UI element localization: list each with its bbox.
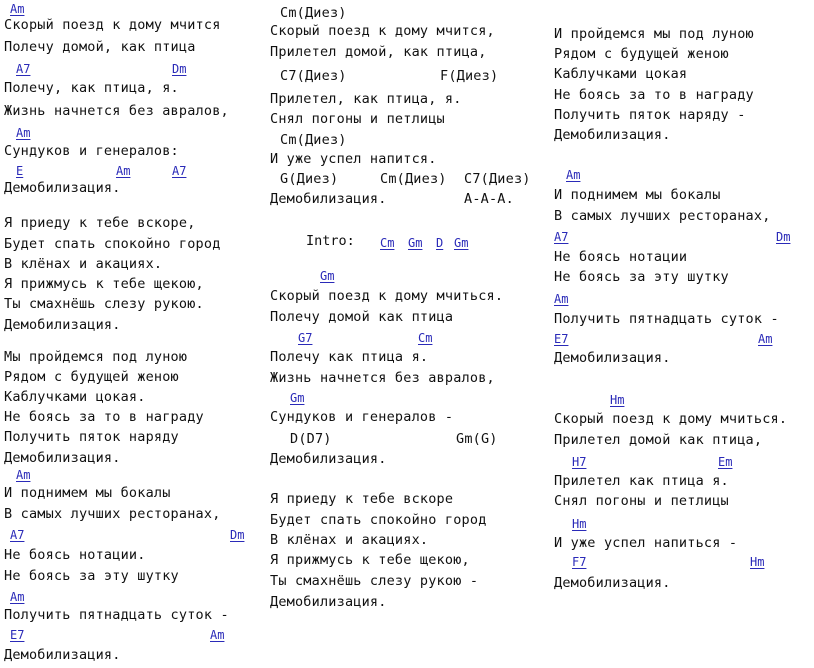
lyric-line: Не боясь за эту шутку (4, 568, 179, 584)
chord: Am (554, 292, 569, 306)
lyric-line: Я прижмусь к тебе щекою, (270, 552, 470, 568)
chord: Dm (230, 528, 245, 542)
chord: D (436, 236, 444, 250)
lyric-line: Не боясь нотации (554, 249, 688, 265)
lyric-line: A-A-A. (464, 191, 514, 207)
lyric-line: Я прижмусь к тебе щекою, (4, 276, 204, 292)
chord-line: G(Диез) (280, 171, 339, 187)
lyric-line: Скорый поезд к дому мчиться. (270, 288, 504, 304)
lyric-line: Скорый поезд к дому мчиться. (554, 411, 788, 427)
lyric-line: В клёнах и акациях. (270, 532, 429, 548)
lyric-line: Демобилизация. (554, 350, 671, 366)
chord-line: Cm(Диез) (280, 5, 347, 21)
lyric-line: И поднимем мы бокалы (4, 485, 171, 501)
lyric-line: Демобилизация. (270, 191, 387, 207)
chord: A7 (554, 230, 569, 244)
chord-line: C7(Диез) (280, 68, 347, 84)
lyric-line: Не боясь за эту шутку (554, 269, 729, 285)
lyric-line: Получить пятнадцать суток - (554, 311, 779, 327)
chord: Gm (320, 269, 335, 283)
lyric-line: Каблучками цокая. (4, 389, 146, 405)
lyric-line: Прилетел домой как птица, (554, 432, 763, 448)
chord: Am (116, 164, 131, 178)
lyric-line: И уже успел напится. (270, 151, 437, 167)
lyric-line: Ты смахнёшь слезу рукою. (4, 296, 204, 312)
lyric-line: Демобилизация. (554, 575, 671, 591)
chord: Cm (380, 236, 395, 250)
lyric-line: И поднимем мы бокалы (554, 187, 721, 203)
lyric-line: Рядом с будущей женою (554, 46, 729, 62)
chord: Hm (610, 393, 625, 407)
chord: Em (718, 455, 733, 469)
lyric-line: Рядом с будущей женою (4, 369, 179, 385)
lyric-line: И пройдемся мы под луною (554, 26, 754, 42)
lyric-line: Прилетел как птица я. (554, 473, 729, 489)
chord: A7 (172, 164, 187, 178)
lyric-line: Скорый поезд к дому мчится, (270, 23, 495, 39)
lyric-line: Демобилизация. (4, 647, 121, 663)
lyric-line: Демобилизация. (554, 127, 671, 143)
lyric-line: Получить пятнадцать суток - (4, 607, 229, 623)
lyric-line: Полечу как птица я. (270, 349, 429, 365)
lyric-line: Получить пяток наряду (4, 429, 179, 445)
lyric-line: Скорый поезд к дому мчится (4, 17, 221, 33)
chord-line: Cm(Диез) (380, 171, 447, 187)
lyric-line: Жизнь начнется без авралов, (4, 103, 229, 119)
lyric-line: Полечу домой как птица (270, 309, 454, 325)
chord: Hm (750, 555, 765, 569)
chord: G7 (298, 331, 313, 345)
chord: Am (16, 468, 31, 482)
lyric-line: Прилетел, как птица, я. (270, 91, 462, 107)
chord: A7 (16, 62, 31, 76)
lyric-line: Демобилизация. (4, 317, 121, 333)
lyric-line: Снял погоны и петлицы (270, 111, 445, 127)
lyric-line: Сундуков и генералов: (4, 143, 179, 159)
lyric-line: Будет спать спокойно город (270, 512, 487, 528)
chord: Am (758, 332, 773, 346)
intro-label: Intro: (306, 233, 355, 249)
lyric-line: Сундуков и генералов - (270, 409, 454, 425)
lyric-line: Полечу домой, как птица (4, 39, 196, 55)
chord: Dm (172, 62, 187, 76)
chord-line: Gm(G) (456, 431, 498, 447)
lyric-line: Ты смахнёшь слезу рукою - (270, 573, 479, 589)
lyric-line: Полечу, как птица, я. (4, 80, 179, 96)
lyric-line: Не боясь за то в награду (554, 87, 754, 103)
lyric-line: Демобилизация. (270, 451, 387, 467)
lyric-line: Я приеду к тебе вскоре (270, 491, 454, 507)
chord: H7 (572, 455, 587, 469)
lyric-line: Будет спать спокойно город (4, 236, 221, 252)
lyric-line: Демобилизация. (4, 180, 121, 196)
chord-line: Cm(Диез) (280, 132, 347, 148)
lyric-line: Каблучками цокая (554, 66, 688, 82)
lyric-line: Демобилизация. (4, 450, 121, 466)
chord: E7 (554, 332, 569, 346)
lyric-line: В клёнах и акациях. (4, 256, 163, 272)
lyric-line: Я приеду к тебе вскоре, (4, 215, 196, 231)
chord: F7 (572, 555, 587, 569)
chord-line: F(Диез) (440, 68, 499, 84)
lyric-line: Не боясь нотации. (4, 547, 146, 563)
lyric-line: Демобилизация. (270, 594, 387, 610)
chord: A7 (10, 528, 25, 542)
lyric-line: Не боясь за то в награду (4, 409, 204, 425)
chord: Am (10, 2, 25, 16)
chord-line: D(D7) (290, 431, 332, 447)
lyric-line: Жизнь начнется без авралов, (270, 370, 495, 386)
chord: E (16, 164, 24, 178)
chord: Hm (572, 517, 587, 531)
chord: Gm (408, 236, 423, 250)
chord: E7 (10, 628, 25, 642)
lyric-line: Мы пройдемся под луною (4, 349, 188, 365)
chord: Am (16, 126, 31, 140)
chord: Cm (418, 331, 433, 345)
lyric-line: И уже успел напиться - (554, 535, 738, 551)
chord-line: C7(Диез) (464, 171, 531, 187)
lyric-line: В самых лучших ресторанах, (4, 506, 221, 522)
chord: Dm (776, 230, 791, 244)
chord: Gm (454, 236, 469, 250)
lyric-line: Прилетел домой, как птица, (270, 44, 487, 60)
lyric-line: Снял погоны и петлицы (554, 493, 729, 509)
lyric-line: Получить пяток наряду - (554, 107, 746, 123)
chord: Am (566, 168, 581, 182)
chord: Gm (290, 391, 305, 405)
chord: Am (10, 590, 25, 604)
chord: Am (210, 628, 225, 642)
lyric-line: В самых лучших ресторанах, (554, 208, 771, 224)
